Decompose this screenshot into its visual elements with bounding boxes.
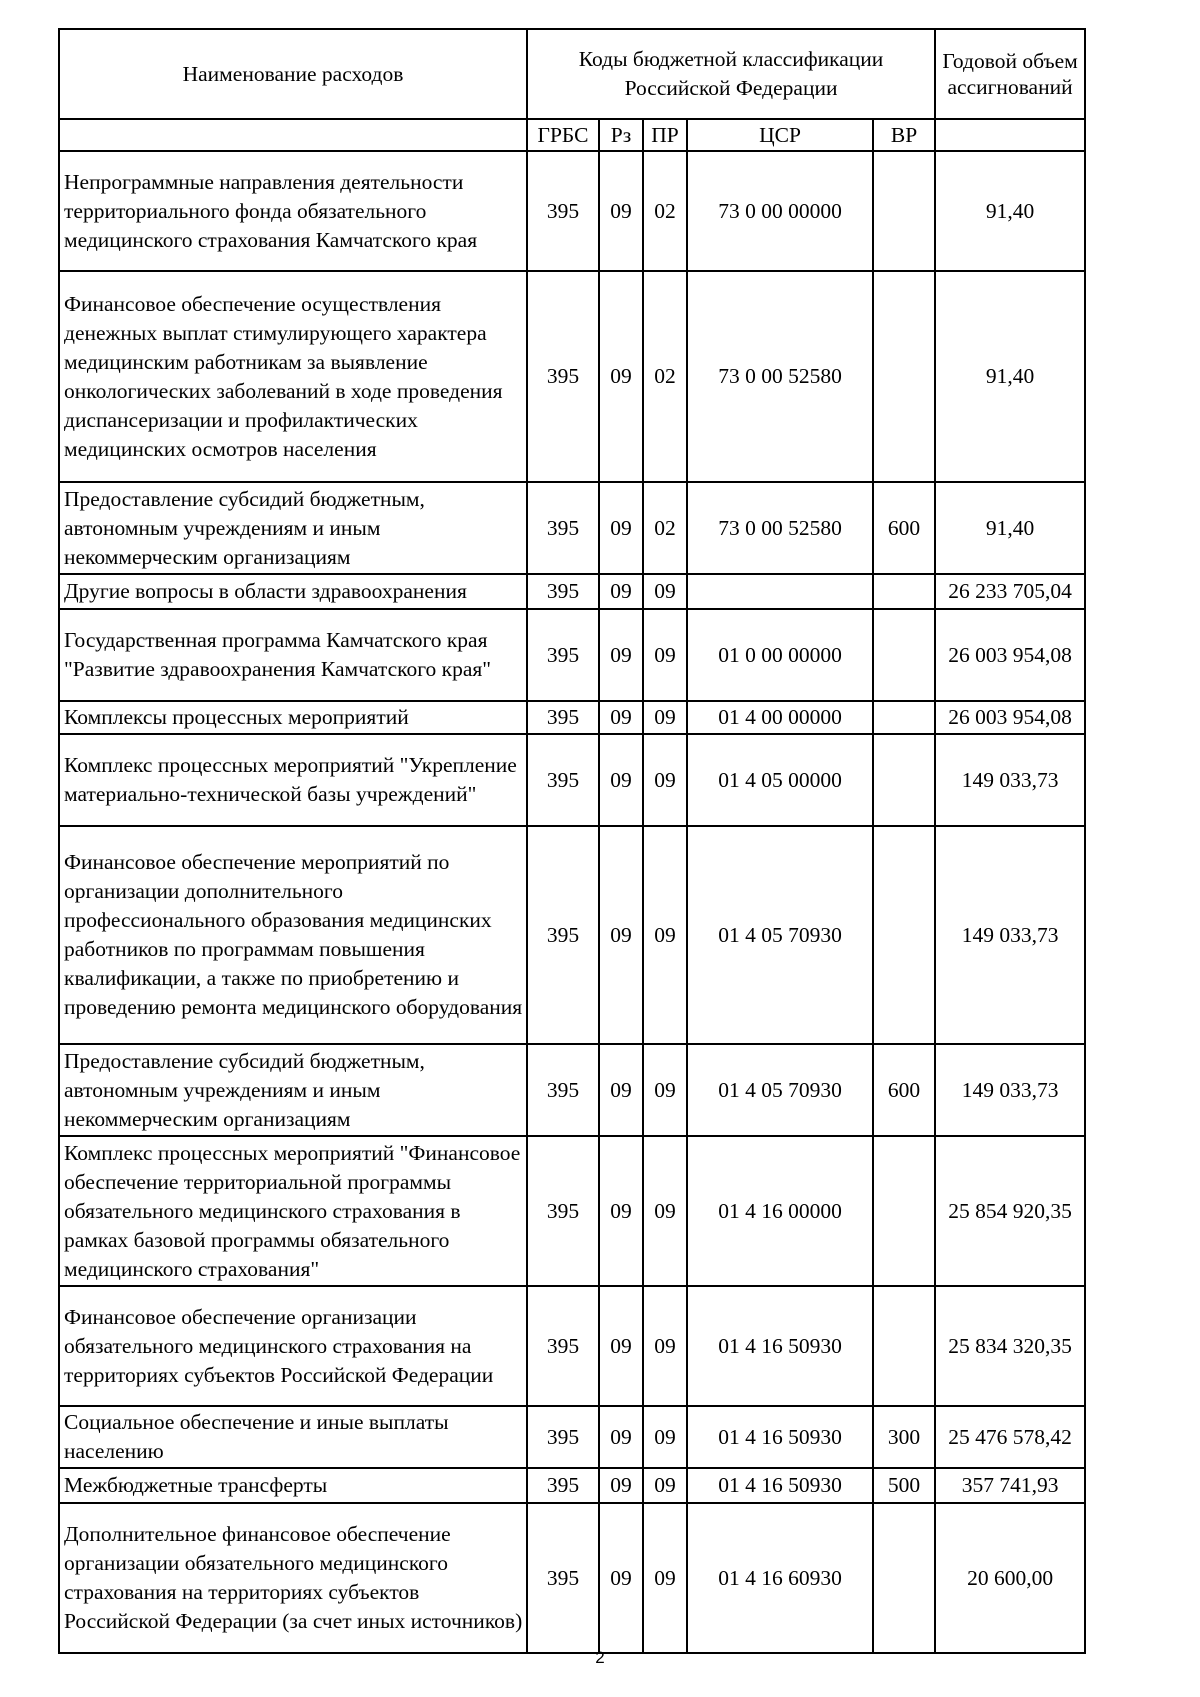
row-csr-code: 01 4 16 60930 xyxy=(687,1503,873,1653)
row-grbs-code: 395 xyxy=(527,271,599,482)
row-vr-code xyxy=(873,271,935,482)
table-row xyxy=(59,1468,1085,1503)
table-row xyxy=(59,1044,1085,1136)
row-name: Финансовое обеспечение мероприятий по организации дополнительного профессионального образования медицинских работников по программам повышения квалификации, а также по приобретению и проведению ремонта медицинского оборудования xyxy=(59,826,527,1044)
header-amount-col: Годовой объем ассигнований xyxy=(935,29,1085,119)
table-row xyxy=(59,734,1085,826)
table-row xyxy=(59,1286,1085,1406)
row-name: Комплекс процессных мероприятий "Финансовое обеспечение территориальной программы обязательного медицинского страхования в рамках базовой программы обязательного медицинского страхования" xyxy=(59,1136,527,1286)
row-name: Предоставление субсидий бюджетным, автономным учреждениям и иным некоммерческим организациям xyxy=(59,482,527,574)
table-row xyxy=(59,482,1085,574)
row-csr-code: 01 4 16 50930 xyxy=(687,1406,873,1468)
row-rz-code: 09 xyxy=(599,734,643,826)
row-vr-code xyxy=(873,826,935,1044)
row-name: Дополнительное финансовое обеспечение организации обязательного медицинского страхования на территориях субъектов Российской Федерации (за счет иных источников) xyxy=(59,1503,527,1653)
row-csr-code xyxy=(687,574,873,609)
row-vr-code xyxy=(873,1286,935,1406)
header-name-col: Наименование расходов xyxy=(59,29,527,119)
table-row xyxy=(59,609,1085,701)
row-vr-code xyxy=(873,574,935,609)
row-pr-code: 09 xyxy=(643,826,687,1044)
row-name: Финансовое обеспечение осуществления денежных выплат стимулирующего характера медицинским работникам за выявление онкологических заболеваний в ходе проведения диспансеризации и профилактических медицинских осмотров населения xyxy=(59,271,527,482)
row-csr-code: 01 4 16 50930 xyxy=(687,1286,873,1406)
row-grbs-code: 395 xyxy=(527,1136,599,1286)
subheader-rz: Рз xyxy=(599,119,643,151)
table-row xyxy=(59,1503,1085,1653)
row-vr-code: 300 xyxy=(873,1406,935,1468)
row-pr-code: 09 xyxy=(643,609,687,701)
row-pr-code: 09 xyxy=(643,1286,687,1406)
row-name: Социальное обеспечение и иные выплаты населению xyxy=(59,1406,527,1468)
row-vr-code: 600 xyxy=(873,482,935,574)
table-row xyxy=(59,1136,1085,1286)
row-amount: 149 033,73 xyxy=(935,826,1085,1044)
row-pr-code: 09 xyxy=(643,1136,687,1286)
row-vr-code xyxy=(873,1503,935,1653)
row-rz-code: 09 xyxy=(599,574,643,609)
row-name: Финансовое обеспечение организации обязательного медицинского страхования на территориях субъектов Российской Федерации xyxy=(59,1286,527,1406)
header-row xyxy=(59,29,1085,119)
row-rz-code: 09 xyxy=(599,151,643,271)
table-row xyxy=(59,701,1085,734)
row-csr-code: 01 4 16 00000 xyxy=(687,1136,873,1286)
row-csr-code: 01 4 16 50930 xyxy=(687,1468,873,1503)
row-rz-code: 09 xyxy=(599,482,643,574)
subheader-amount-empty xyxy=(935,119,1085,151)
row-csr-code: 73 0 00 52580 xyxy=(687,271,873,482)
row-amount: 26 003 954,08 xyxy=(935,609,1085,701)
row-grbs-code: 395 xyxy=(527,1503,599,1653)
row-pr-code: 02 xyxy=(643,271,687,482)
row-name: Другие вопросы в области здравоохранения xyxy=(59,574,527,609)
row-csr-code: 73 0 00 00000 xyxy=(687,151,873,271)
row-name: Предоставление субсидий бюджетным, автономным учреждениям и иным некоммерческим организациям xyxy=(59,1044,527,1136)
row-rz-code: 09 xyxy=(599,1136,643,1286)
row-vr-code xyxy=(873,609,935,701)
subheader-csr: ЦСР xyxy=(687,119,873,151)
row-grbs-code: 395 xyxy=(527,574,599,609)
table-row xyxy=(59,1406,1085,1468)
row-rz-code: 09 xyxy=(599,826,643,1044)
row-pr-code: 09 xyxy=(643,574,687,609)
row-csr-code: 01 4 05 70930 xyxy=(687,826,873,1044)
header-codes-group: Коды бюджетной классификации Российской Федерации xyxy=(527,29,935,119)
row-vr-code xyxy=(873,701,935,734)
row-vr-code xyxy=(873,1136,935,1286)
row-rz-code: 09 xyxy=(599,701,643,734)
row-vr-code xyxy=(873,734,935,826)
table-row xyxy=(59,574,1085,609)
row-csr-code: 73 0 00 52580 xyxy=(687,482,873,574)
row-grbs-code: 395 xyxy=(527,1286,599,1406)
row-name: Комплексы процессных мероприятий xyxy=(59,701,527,734)
row-amount: 91,40 xyxy=(935,271,1085,482)
row-amount: 26 003 954,08 xyxy=(935,701,1085,734)
row-name: Межбюджетные трансферты xyxy=(59,1468,527,1503)
row-vr-code xyxy=(873,151,935,271)
row-grbs-code: 395 xyxy=(527,151,599,271)
row-rz-code: 09 xyxy=(599,609,643,701)
row-grbs-code: 395 xyxy=(527,701,599,734)
page-number: 2 xyxy=(595,1648,605,1667)
table-body xyxy=(59,151,1085,1653)
row-grbs-code: 395 xyxy=(527,826,599,1044)
row-grbs-code: 395 xyxy=(527,609,599,701)
row-amount: 25 476 578,42 xyxy=(935,1406,1085,1468)
row-amount: 25 854 920,35 xyxy=(935,1136,1085,1286)
row-amount: 149 033,73 xyxy=(935,1044,1085,1136)
row-amount: 20 600,00 xyxy=(935,1503,1085,1653)
subheader-row xyxy=(59,119,1085,151)
row-grbs-code: 395 xyxy=(527,1406,599,1468)
row-name: Непрограммные направления деятельности территориального фонда обязательного медицинского страхования Камчатского края xyxy=(59,151,527,271)
row-amount: 25 834 320,35 xyxy=(935,1286,1085,1406)
row-grbs-code: 395 xyxy=(527,734,599,826)
row-rz-code: 09 xyxy=(599,1044,643,1136)
row-name: Государственная программа Камчатского края "Развитие здравоохранения Камчатского края" xyxy=(59,609,527,701)
row-pr-code: 09 xyxy=(643,1468,687,1503)
subheader-pr: ПР xyxy=(643,119,687,151)
row-vr-code: 500 xyxy=(873,1468,935,1503)
row-amount: 91,40 xyxy=(935,151,1085,271)
row-pr-code: 09 xyxy=(643,701,687,734)
row-csr-code: 01 4 05 70930 xyxy=(687,1044,873,1136)
subheader-empty xyxy=(59,119,527,151)
row-grbs-code: 395 xyxy=(527,1468,599,1503)
budget-table xyxy=(58,28,1086,1654)
row-amount: 357 741,93 xyxy=(935,1468,1085,1503)
row-rz-code: 09 xyxy=(599,1503,643,1653)
table-row xyxy=(59,271,1085,482)
row-pr-code: 02 xyxy=(643,482,687,574)
row-grbs-code: 395 xyxy=(527,1044,599,1136)
row-rz-code: 09 xyxy=(599,1468,643,1503)
row-pr-code: 09 xyxy=(643,1044,687,1136)
row-csr-code: 01 4 05 00000 xyxy=(687,734,873,826)
row-pr-code: 09 xyxy=(643,734,687,826)
row-rz-code: 09 xyxy=(599,271,643,482)
table-row xyxy=(59,151,1085,271)
row-grbs-code: 395 xyxy=(527,482,599,574)
row-csr-code: 01 0 00 00000 xyxy=(687,609,873,701)
row-rz-code: 09 xyxy=(599,1286,643,1406)
subheader-vr: ВР xyxy=(873,119,935,151)
row-amount: 91,40 xyxy=(935,482,1085,574)
subheader-grbs: ГРБС xyxy=(527,119,599,151)
row-csr-code: 01 4 00 00000 xyxy=(687,701,873,734)
row-amount: 26 233 705,04 xyxy=(935,574,1085,609)
row-amount: 149 033,73 xyxy=(935,734,1085,826)
row-pr-code: 09 xyxy=(643,1406,687,1468)
row-pr-code: 02 xyxy=(643,151,687,271)
row-vr-code: 600 xyxy=(873,1044,935,1136)
row-pr-code: 09 xyxy=(643,1503,687,1653)
table-row xyxy=(59,826,1085,1044)
row-rz-code: 09 xyxy=(599,1406,643,1468)
row-name: Комплекс процессных мероприятий "Укрепление материально-технической базы учреждений" xyxy=(59,734,527,826)
